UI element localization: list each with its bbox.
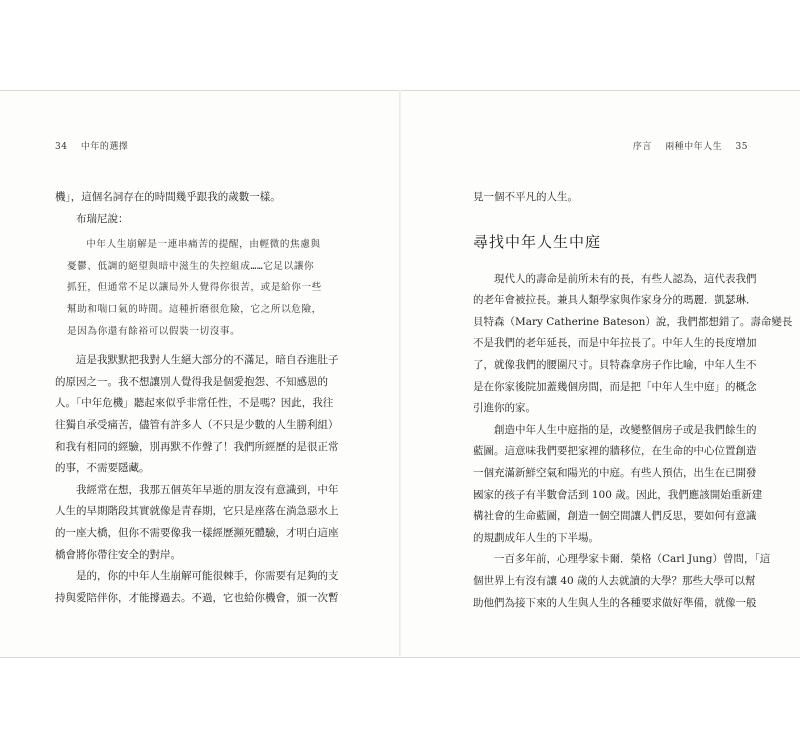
block-quote [55,234,340,342]
paragraph [473,269,793,420]
right-section-label: 序言 [632,142,652,152]
text-line: 橋會將你帶往安全的對岸。 [55,548,181,561]
text-line: 助他們為接下來的人生與人生的各種要求做好準備，就像一般 [473,596,757,609]
text-line: 了，就像我們的腰圍尺寸。貝特森拿房子作比喻，中年人生不 [473,358,757,371]
text-line: 藍圖。這意味我們要把家裡的牆移位，在生命的中心位置創造 [473,445,757,458]
text-line: 往獨自承受痛苦，儘管有許多人（不只是少數的人生勝利組） [55,418,339,431]
paragraph [55,209,340,231]
text-line: 引進你的家。 [473,402,536,415]
text-line: 的原因之一。我不想讓別人覺得我是個愛抱怨、不知感恩的 [55,375,328,388]
right-page-header [633,139,748,152]
section-title: 尋找中年人生中庭 [473,232,602,251]
text-line: 構社會的生命藍圖，創造一個空間讓人們反思，要如何有意識 [473,510,757,523]
quote-line: 是因為你還有餘裕可以假裝一切沒事。 [67,325,241,337]
paragraph [55,187,340,209]
text-line: 和我有相同的經驗，別再默不作聲了！我們所經歷的是很正常 [55,440,339,453]
left-page-number: 34 [55,142,68,152]
text-line: 持與愛陪伴你，才能撐過去。不過，它也給你機會，頒一次暫 [55,591,339,604]
left-page-header [55,139,128,152]
text-line: 是在你家後院加蓋幾個房間，而是把「中年人生中庭」的概念 [473,380,757,393]
text-line: 一個充滿新鮮空氣和陽光的中庭。有些人預估，出生在已開發 [473,466,757,479]
left-page-body [55,187,340,609]
quote-line: 憂鬱、低調的絕望與暗中滋生的失控組成……它足以讓你 [67,260,315,272]
text-line: 人。「中年危機」聽起來似乎非常任性，不是嗎？因此，我往 [55,397,334,410]
text-line: 貝特森（Mary Catherine Bateson）說，我們都想錯了。壽命變長 [473,315,793,328]
right-chapter-title: 兩種中年人生 [665,142,723,152]
text-line: 的老年會被拉長。兼具人類學家與作家身分的瑪麗．凱瑟琳． [473,294,757,307]
right-page-body [473,187,793,614]
text-line: 的規劃成年人生的下半場。 [473,531,599,544]
text-line: 我經常在想，我那五個英年早逝的朋友沒有意識到，中年 [76,483,339,496]
text-line: 見一個不平凡的人生。 [473,191,578,203]
text-line: 一百多年前，心理學家卡爾．榮格（Carl Jung）曾問，「這 [494,553,771,566]
paragraph [55,566,340,609]
text-line: 是的，你的中年人生崩解可能很棘手，你需要有足夠的支 [76,570,339,583]
quote-line: 中年人生崩解是一連串痛苦的提醒，由輕微的焦慮與 [86,239,321,251]
page-gutter [399,90,401,656]
paragraph [473,420,763,550]
text-line: 的一座大橋，但你不需要像我一樣經歷瀕死體驗，才明白這座 [55,526,339,539]
text-line: 不是我們的老年延長，而是中年拉長了。中年人生的長度增加 [473,337,757,350]
paragraph [55,480,340,566]
paragraph [473,187,748,209]
text-line: 國家的孩子有半數會活到 100 歲。因此，我們應該開始重新建 [473,488,763,501]
paragraph [473,549,771,614]
text-line: 機」，這個名詞存在的時間幾乎跟我的歲數一樣。 [55,191,281,203]
right-page-number: 35 [735,142,748,152]
text-line: 布瑞尼說： [76,212,129,225]
text-line: 這是我默默把我對人生絕大部分的不滿足，暗自吞進肚子 [76,354,339,367]
text-line: 個世界上有沒有讓 40 歲的人去就讀的大學？那些大學可以幫 [473,574,756,587]
left-book-title: 中年的選擇 [80,142,129,152]
text-line: 的事，不需要隱藏。 [55,462,150,475]
quote-line: 抓狂，但通常不足以讓局外人覺得你很苦，或是給你一些 [67,282,322,294]
paragraph [55,350,340,480]
quote-line: 幫助和喘口氣的時間。這種折磨很危險，它之所以危險， [67,303,322,315]
text-line: 人生的早期階段其實就像是青春期，它只是座落在淌急惡水上 [55,505,339,518]
text-line: 現代人的壽命是前所未有的長，有些人認為，這代表我們 [494,272,757,285]
text-line: 創造中年人生中庭指的是，改變整個房子或是我們餘生的 [494,423,757,436]
